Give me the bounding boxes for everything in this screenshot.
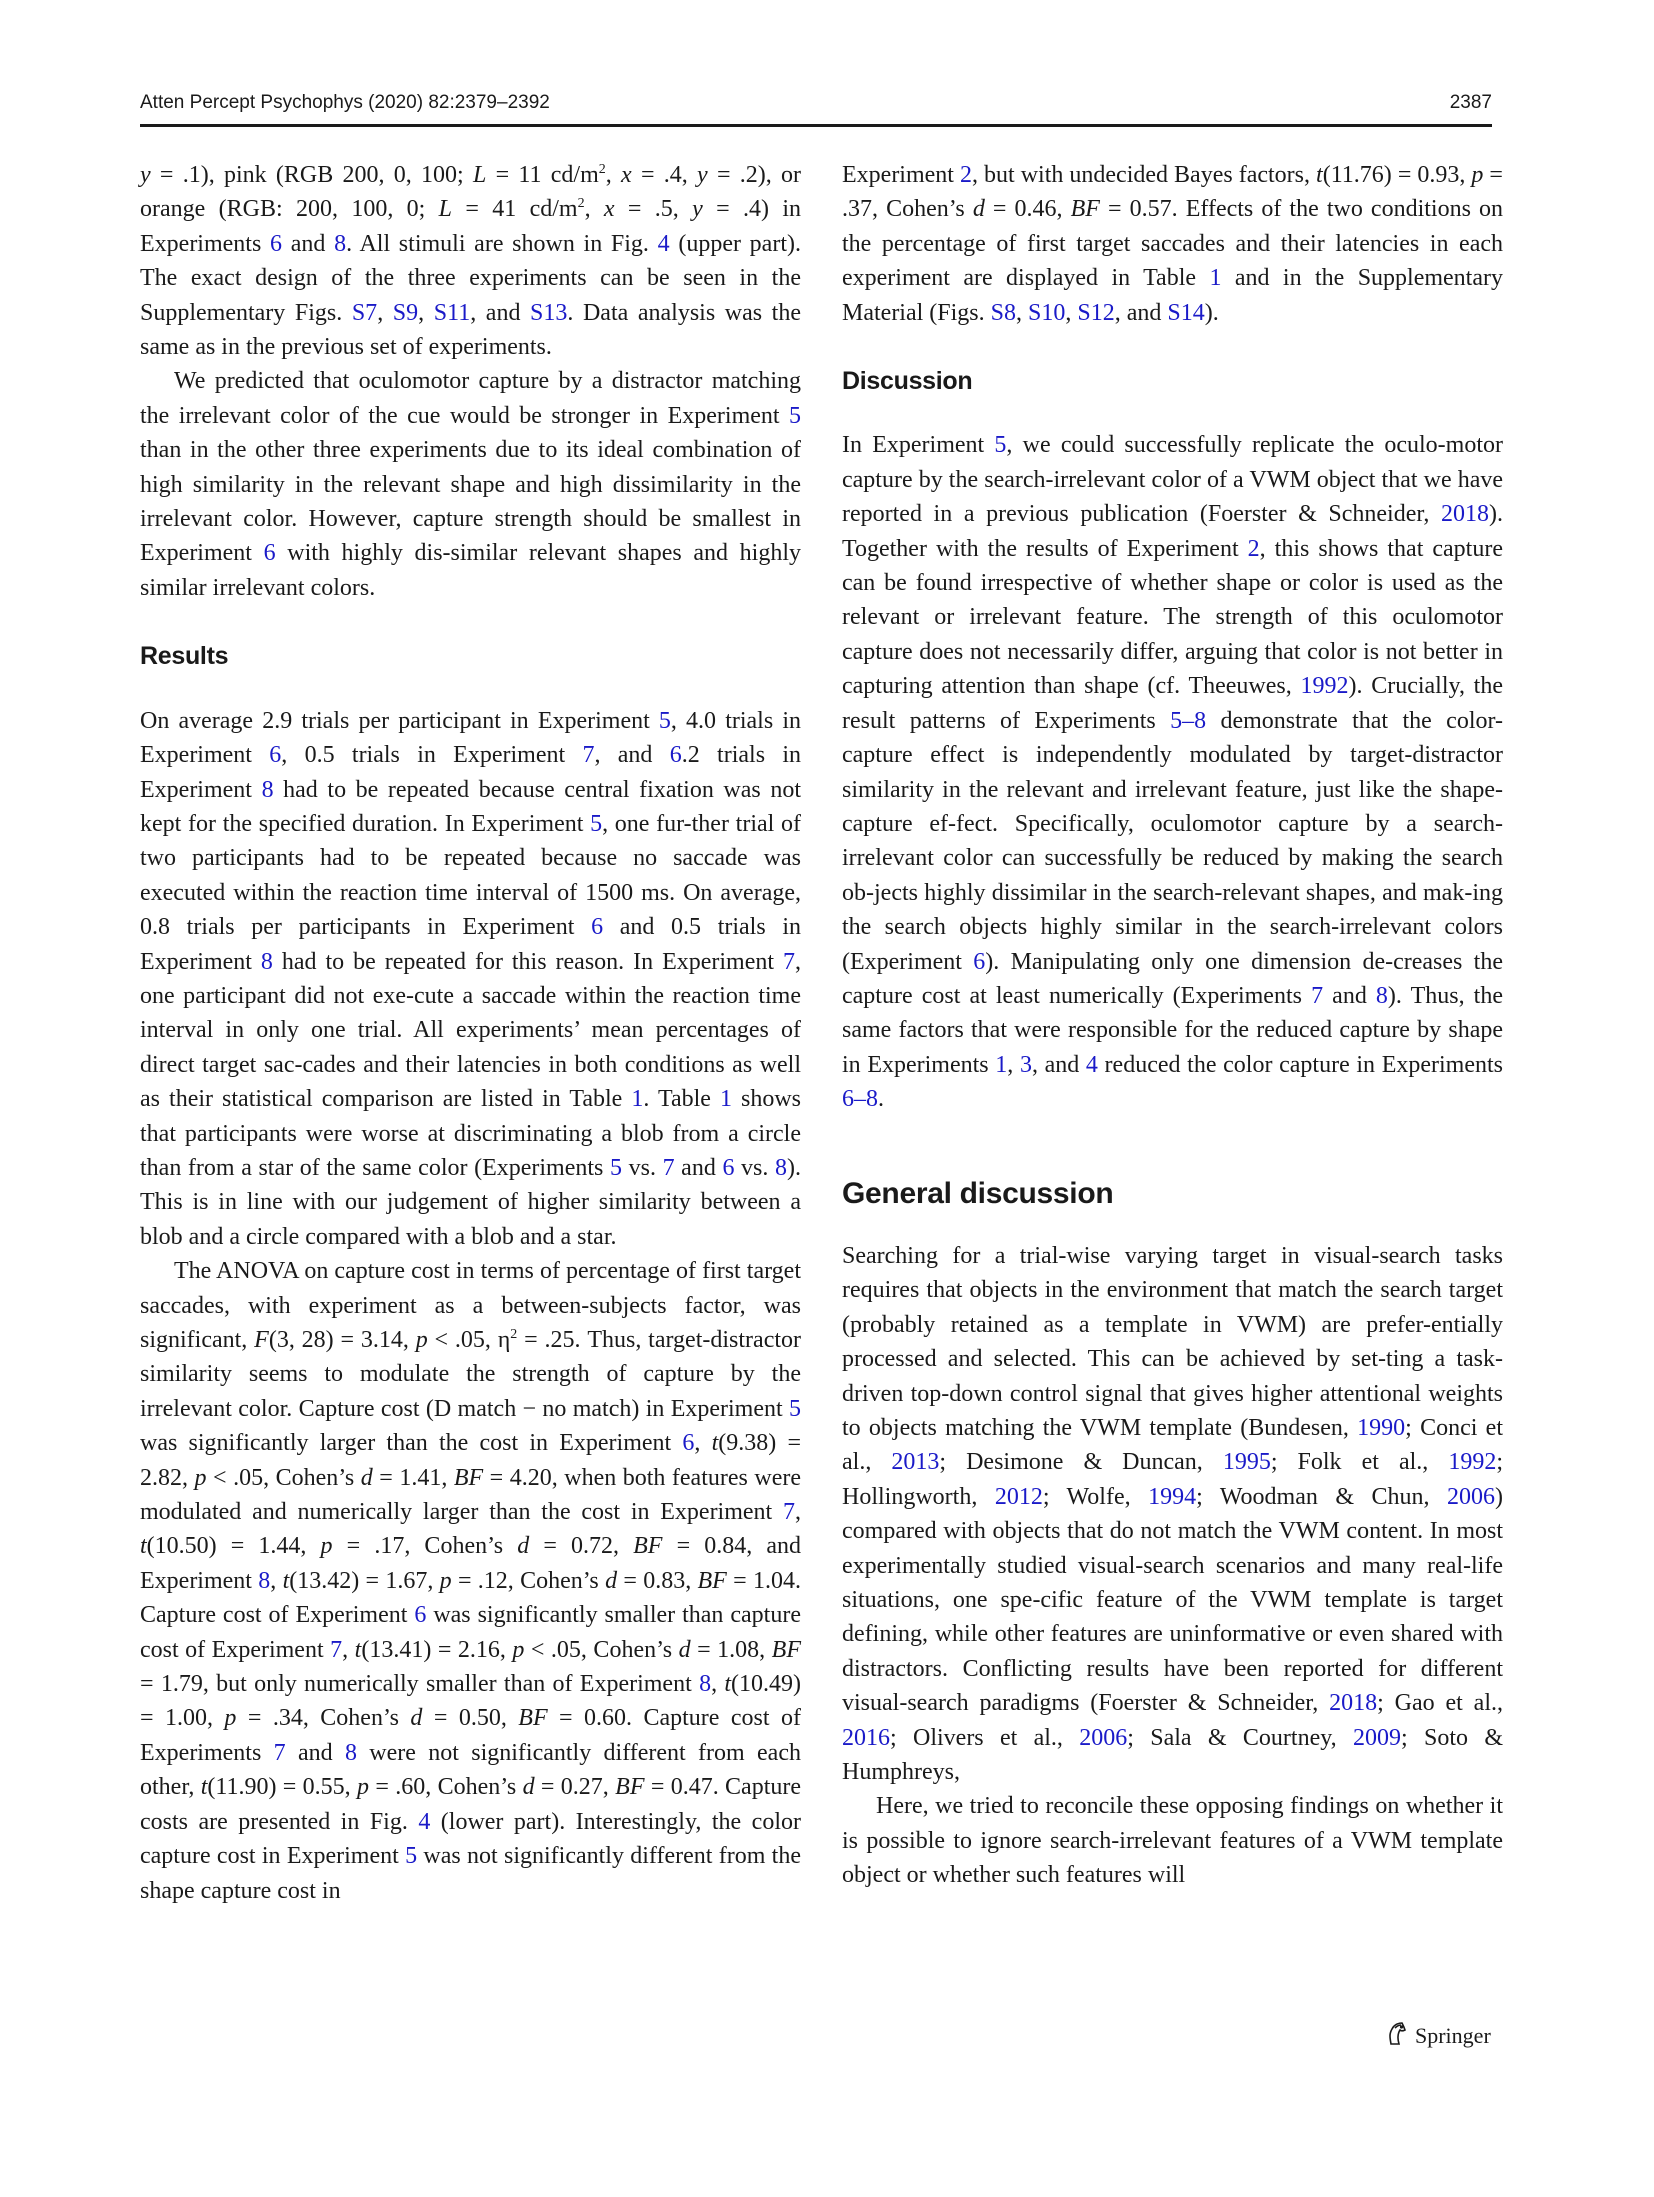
text-run: (11.90) = 0.55, <box>207 1774 358 1801</box>
text-run: BF <box>633 1533 663 1560</box>
text-run: = 0.60. Capture cost of Experiments <box>140 1705 801 1766</box>
citation-link[interactable]: 2012 <box>994 1483 1043 1510</box>
text-run: d <box>522 1774 535 1801</box>
text-run: ). Together with the results of Experiment <box>842 501 1503 562</box>
publisher-name: Springer <box>1415 2023 1491 2048</box>
citation-link[interactable]: 2009 <box>1352 1724 1401 1751</box>
text-run: = 0.50, <box>422 1705 519 1732</box>
text-run: d <box>410 1705 423 1732</box>
text-run: ). <box>1204 299 1219 326</box>
table-link[interactable]: 1 <box>631 1086 644 1113</box>
text-run: , and <box>594 742 670 769</box>
text-run: and <box>285 1739 345 1766</box>
text-run: t <box>140 1533 147 1560</box>
supplementary-figure-link[interactable]: S13 <box>530 299 568 326</box>
text-run: , 4.0 trials in Experiment <box>140 707 801 769</box>
text-run: p <box>357 1774 370 1801</box>
citation-link[interactable]: 1990 <box>1357 1415 1406 1441</box>
text-run: ; Hollingworth, <box>842 1449 1503 1510</box>
left-column <box>140 158 801 1908</box>
text-run: ; Sala & Courtney, <box>1127 1724 1353 1751</box>
text-run: = .17, Cohen’s <box>332 1533 518 1560</box>
text-run: BF <box>697 1567 727 1594</box>
supplementary-figure-link[interactable]: S12 <box>1077 299 1115 326</box>
text-run: (10.50) = 1.44, <box>146 1533 321 1560</box>
text-run: d <box>972 196 985 223</box>
experiment-link[interactable]: 6 <box>682 1430 695 1457</box>
text-run: . Data analysis was the same as in the previous set of experiments. <box>140 299 802 361</box>
text-run: = .2), or orange (RGB: 200, 100, 0; <box>140 162 801 223</box>
text-run: , <box>711 1671 725 1698</box>
text-run: , <box>694 1430 712 1457</box>
text-run: BF <box>1070 196 1100 223</box>
experiment-link[interactable]: 6 <box>722 1154 735 1181</box>
text-run: p <box>415 1327 428 1353</box>
text-run: BF <box>518 1705 548 1732</box>
text-run: x <box>603 196 615 223</box>
text-run: = .1), pink (RGB 200, 0, 100; <box>150 162 473 188</box>
text-run: . All stimuli are shown in Fig. <box>346 230 658 257</box>
publisher-footer <box>1385 2020 1491 2052</box>
text-run: , and <box>470 299 531 326</box>
text-run: In Experiment <box>842 432 995 459</box>
text-run: (13.42) = 1.67, <box>289 1567 440 1594</box>
experiment-link[interactable]: 6 <box>669 742 682 769</box>
text-run: and <box>1323 982 1376 1009</box>
paragraph-results-trials <box>140 704 801 1255</box>
text-run: shows that participants were worse at discriminating a blob from a circle than from a star of the same color (Experiments <box>140 1086 801 1181</box>
section-heading-discussion: Discussion <box>842 367 973 396</box>
text-run: = 0.83, <box>617 1567 698 1594</box>
table-link[interactable]: 1 <box>1209 265 1222 292</box>
citation-link[interactable]: 1994 <box>1148 1483 1197 1510</box>
text-run: was not significantly different from the shape capture cost in <box>140 1843 801 1904</box>
paragraph-stimuli <box>140 158 801 364</box>
text-run: p <box>1471 162 1484 188</box>
text-run: was significantly smaller than capture cost of Experiment <box>140 1602 801 1663</box>
text-run: = 1.08, <box>690 1636 772 1663</box>
table-link[interactable]: 1 <box>719 1086 732 1113</box>
text-run: and <box>674 1154 723 1181</box>
text-run: ; Wolfe, <box>1042 1483 1149 1510</box>
text-run: (11.76) = 0.93, <box>1322 162 1472 188</box>
springer-horse-logo-icon <box>1385 2020 1409 2052</box>
experiment-link[interactable]: 2 <box>959 162 972 188</box>
supplementary-figure-link[interactable]: S14 <box>1167 299 1205 326</box>
text-run: = .25. Thus, target-distractor similarity seems to modulate the strength of capture by the irrelevant color. Capture cost (D match − no match) in Experiment <box>140 1327 801 1422</box>
text-run: < .05, η <box>427 1327 511 1353</box>
text-run: (3, 28) = 3.14, <box>268 1327 416 1353</box>
text-run: < .05, Cohen’s <box>206 1464 361 1491</box>
experiment-link[interactable]: 8 <box>261 776 274 803</box>
paragraph-reconcile: Here, we tried to reconcile these opposing findings on whether it is possible to ignore search-irrelevant features of a VWM template object or whether such features will <box>842 1793 1503 1889</box>
experiment-link[interactable]: 5 <box>789 402 801 429</box>
text-run: vs. <box>734 1154 775 1181</box>
text-run: We predicted that oculomotor capture by a distractor matching the irrelevant color of the cue would be stronger in Experiment <box>140 368 801 429</box>
section-heading-results: Results <box>140 642 229 671</box>
text-run: = 11 cd/m <box>486 162 599 188</box>
citation-link[interactable]: 1995 <box>1222 1449 1271 1476</box>
text-run: , <box>270 1567 283 1594</box>
text-run: = 1.04. Capture cost of Experiment <box>140 1567 801 1629</box>
text-run: On average 2.9 trials per participant in Experiment <box>140 707 659 734</box>
experiment-link[interactable]: 6–8 <box>842 1086 878 1113</box>
text-run: with highly dis-similar relevant shapes and highly similar irrelevant colors. <box>140 540 801 601</box>
text-run: .2 trials in Experiment <box>140 742 802 803</box>
supplementary-figure-link[interactable]: S8 <box>990 299 1016 326</box>
text-run: BF <box>615 1774 645 1801</box>
experiment-link[interactable]: 5 <box>789 1395 801 1422</box>
text-run: , 0.5 trials in Experiment <box>281 742 583 769</box>
citation-link[interactable]: 2018 <box>1441 501 1489 528</box>
text-run: = .60, Cohen’s <box>369 1774 523 1801</box>
text-run: = 1.41, <box>372 1464 454 1491</box>
text-run: The ANOVA on capture cost in terms of percentage of first target saccades, with experiment as a between-subjects factor, was significant, <box>140 1258 801 1353</box>
supplementary-figure-link[interactable]: S9 <box>392 299 419 326</box>
citation-link[interactable]: 2016 <box>842 1724 890 1751</box>
text-run: = 0.46, <box>984 196 1071 223</box>
text-run: ; Soto & Humphreys, <box>842 1724 1503 1786</box>
text-run: , <box>584 196 604 223</box>
citation-link[interactable]: 2018 <box>1329 1690 1378 1717</box>
superscript: 2 <box>510 1327 518 1342</box>
supplementary-figure-link[interactable]: S7 <box>351 299 378 326</box>
text-run: (10.49) = 1.00, <box>140 1671 802 1732</box>
experiment-link[interactable]: 8 <box>334 230 347 257</box>
superscript: 2 <box>598 162 606 177</box>
text-run: p <box>194 1464 207 1491</box>
text-run: = 0.72, <box>529 1533 634 1560</box>
section-heading-general-discussion: General discussion <box>842 1176 1114 1210</box>
text-run: (9.38) = 2.82, <box>140 1430 801 1491</box>
experiment-link[interactable]: 5 <box>405 1843 418 1870</box>
experiment-link[interactable]: 7 <box>330 1636 343 1663</box>
experiment-link[interactable]: 8 <box>344 1739 357 1766</box>
experiment-link[interactable]: 3 <box>1019 1051 1032 1078</box>
supplementary-figure-link[interactable]: S11 <box>433 299 471 326</box>
page-number: 2387 <box>1449 92 1492 113</box>
experiment-link[interactable]: 6 <box>263 540 276 567</box>
experiment-link[interactable]: 6 <box>270 230 282 257</box>
text-run: , this shows that capture can be found irrespective of whether shape or color is used as the relevant or irrelevant feature. The strength of this oculomotor capture does not necessarily differ, arguing that color is not better in capturing attention than shape (cf. Theeuwes, <box>842 535 1503 700</box>
text-run: L <box>472 162 487 188</box>
text-run: = .34, Cohen’s <box>236 1705 411 1732</box>
text-run: y <box>692 196 703 223</box>
text-run: d <box>517 1533 530 1560</box>
experiment-link[interactable]: 6 <box>973 948 986 975</box>
text-run: reduced the color capture in Experiments <box>1097 1051 1504 1078</box>
text-run: and 0.5 trials in Experiment <box>140 914 801 975</box>
text-run: t <box>354 1636 362 1663</box>
text-run: BF <box>453 1464 484 1491</box>
experiment-link[interactable]: 7 <box>1311 982 1324 1009</box>
text-run: F <box>254 1327 269 1353</box>
paragraph-discussion <box>842 428 1503 1116</box>
text-run: ). Manipulating only one dimension de-creases the capture cost at least numerically (Experiments <box>842 948 1503 1009</box>
text-run: = 0.47. Capture costs are presented in Fig. <box>140 1774 802 1835</box>
text-run: (upper part). The exact design of the three experiments can be seen in the Supplementary Figs. <box>140 230 801 326</box>
text-run: , <box>377 299 393 326</box>
text-run: = 0.57. Effects of the two conditions on the percentage of first target saccades and their latencies in each experiment are displayed in Table <box>842 196 1503 292</box>
text-run: had to be repeated for this reason. In Experiment <box>272 948 783 975</box>
text-run: d <box>678 1636 691 1663</box>
text-run: = .12, Cohen’s <box>451 1567 606 1594</box>
text-run: , <box>1007 1051 1020 1078</box>
text-run: y <box>697 162 708 188</box>
text-run: ; Conci et al., <box>842 1415 1503 1476</box>
experiment-link[interactable]: 7 <box>783 1499 795 1526</box>
paragraph-experiment-comparison <box>842 158 1503 330</box>
text-run: and <box>282 230 335 257</box>
text-run: t <box>724 1671 732 1698</box>
text-run: , <box>418 299 434 326</box>
text-run: = .4, <box>631 162 698 188</box>
text-run: t <box>200 1774 208 1801</box>
text-run: ; Desimone & Duncan, <box>939 1449 1223 1476</box>
paragraph-anova <box>140 1254 801 1908</box>
experiment-link[interactable]: 7 <box>273 1739 286 1766</box>
experiment-link[interactable]: 8 <box>1375 982 1388 1009</box>
citation-link[interactable]: 2013 <box>891 1449 940 1476</box>
text-run: = 41 cd/m <box>452 196 578 223</box>
experiment-link[interactable]: 7 <box>662 1154 675 1181</box>
text-run: , but with undecided Bayes factors, <box>971 162 1317 188</box>
text-run: = 1.79, but only numerically smaller than of Experiment <box>140 1671 700 1698</box>
citation-link[interactable]: 2006 <box>1447 1483 1496 1510</box>
text-run: demonstrate that the color-capture effect is independently modulated by target-distractor similarity in the relevant and irrelevant feature, just like the shape-capture ef-fect. Specifically, oculomotor capture by a search-irrelevant color can successfully be reduced by making the search ob-jects highly dissimilar in the search-relevant shapes, and mak-ing the search objects highly similar in the search-irrelevant colors (Experiment <box>842 707 1503 975</box>
experiment-link[interactable]: 5 <box>658 707 671 734</box>
text-run: t <box>282 1567 290 1594</box>
text-run: < .05, Cohen’s <box>524 1636 679 1663</box>
text-run: , and <box>1031 1051 1086 1078</box>
text-run: ; Olivers et al., <box>890 1724 1080 1751</box>
text-run: p <box>439 1567 452 1594</box>
experiment-link[interactable]: 7 <box>783 948 795 975</box>
journal-citation: Atten Percept Psychophys (2020) 82:2379–2392 <box>140 92 550 113</box>
text-run: BF <box>771 1636 801 1663</box>
experiment-link[interactable]: 8 <box>775 1154 787 1181</box>
experiment-link[interactable]: 5 <box>590 810 603 837</box>
text-run: p <box>224 1705 237 1732</box>
experiment-link[interactable]: 2 <box>1247 535 1260 562</box>
experiment-link[interactable]: 6 <box>591 914 604 941</box>
text-run: y <box>140 162 151 188</box>
text-run: (lower part). Interestingly, the color capture cost in Experiment <box>140 1808 801 1870</box>
text-run: , <box>342 1636 355 1663</box>
figure-link[interactable]: 4 <box>657 230 670 257</box>
text-run: = .5, <box>614 196 693 223</box>
right-column <box>842 158 1503 1893</box>
text-run: = 4.20, when both features were modulated and numerically larger than the cost in Experiment <box>140 1464 802 1526</box>
text-run: ) compared with objects that do not match the VWM content. In most experimentally studied visual-search scenarios and many real-life situations, one spe-cific feature of the VWM template is target defining, while other features are uninformative or even shared with distractors. Conflicting results have been reported for different visual-search paradigms (Foerster & Schneider, <box>842 1483 1504 1717</box>
text-run: . Table <box>643 1086 720 1113</box>
text-run: Experiment <box>842 162 960 188</box>
text-run: , <box>1016 299 1028 326</box>
paragraph-general-discussion <box>842 1239 1503 1790</box>
text-run: ). This is in line with our judgement of higher similarity between a blob and a circle compared with a blob and a star. <box>140 1154 801 1250</box>
text-run: ; Woodman & Chun, <box>1196 1483 1448 1510</box>
text-run: d <box>360 1464 373 1491</box>
text-run: Searching for a trial-wise varying target in visual-search tasks requires that objects in the environment that match the search target (probably retained as a template in VWM) are prefer-entially processed and selected. This can be achieved by set-ting a task-driven top-down control signal that gives higher attentional weights to objects matching the VWM template (Bundesen, <box>842 1242 1503 1441</box>
experiment-link[interactable]: 5 <box>610 1154 622 1181</box>
text-run: , <box>1065 299 1078 326</box>
paragraph-prediction <box>140 364 801 605</box>
text-run: (13.41) = 2.16, <box>361 1636 513 1663</box>
experiment-link[interactable]: 6 <box>269 742 282 769</box>
citation-link[interactable]: 1992 <box>1448 1449 1497 1476</box>
text-run: ; Folk et al., <box>1270 1449 1449 1476</box>
text-run: than in the other three experiments due to its ideal combination of high similarity in the relevant shape and high dissimilarity in the irrelevant color. However, capture strength should be smallest in Experiment <box>140 437 801 567</box>
text-run: . <box>878 1086 884 1113</box>
experiment-link[interactable]: 5–8 <box>1170 707 1207 734</box>
text-run: = .37, Cohen’s <box>842 162 1503 223</box>
citation-link[interactable]: 2006 <box>1079 1724 1128 1751</box>
text-run: p <box>512 1636 525 1663</box>
running-header <box>140 88 1492 127</box>
text-run: , <box>795 1499 801 1526</box>
text-run: d <box>605 1567 618 1594</box>
text-run: , one fur-ther trial of two participants had to be repeated because no saccade was executed within the reaction time interval of 1500 ms. On average, 0.8 trials per participants in Experiment <box>140 810 801 941</box>
experiment-link[interactable]: 8 <box>258 1567 271 1594</box>
experiment-link[interactable]: 5 <box>994 432 1007 459</box>
text-run: p <box>320 1533 333 1560</box>
text-run: ; Gao et al., <box>1377 1690 1504 1717</box>
text-run: L <box>438 196 453 223</box>
experiment-link[interactable]: 8 <box>699 1671 712 1698</box>
text-run: ). Thus, the same factors that were responsible for the reduced capture by shape in Experiments <box>842 982 1503 1078</box>
text-run: ). Crucially, the result patterns of Experiments <box>842 673 1503 734</box>
text-run: , <box>605 162 622 188</box>
experiment-link[interactable]: 6 <box>414 1602 427 1629</box>
superscript: 2 <box>577 196 585 212</box>
experiment-link[interactable]: 1 <box>995 1051 1008 1078</box>
text-run: = 0.27, <box>534 1774 616 1801</box>
supplementary-figure-link[interactable]: S10 <box>1028 299 1066 326</box>
text-run: , and <box>1114 299 1168 326</box>
text-run: vs. <box>622 1154 663 1181</box>
text-run: t <box>711 1430 719 1457</box>
text-run: = 0.84, and Experiment <box>140 1533 801 1594</box>
experiment-link[interactable]: 8 <box>260 948 273 975</box>
citation-link[interactable]: 1992 <box>1300 673 1349 700</box>
text-run: and in the Supplementary Material (Figs. <box>842 265 1503 326</box>
experiment-link[interactable]: 4 <box>1085 1051 1098 1078</box>
text-run: = .4) in Experiments <box>140 196 802 257</box>
text-run: t <box>1316 162 1323 188</box>
experiment-link[interactable]: 7 <box>582 742 595 769</box>
text-run: x <box>621 162 632 188</box>
text-run: were not significantly different from each other, <box>140 1739 801 1801</box>
text-run: was significantly larger than the cost in Experiment <box>140 1430 683 1457</box>
text-run: , one participant did not exe-cute a saccade within the reaction time interval in only one trial. All experiments’ mean percentages of direct target sac-cades and their latencies in both conditions as well as their statistical comparison are listed in Table <box>140 948 801 1113</box>
text-run: had to be repeated because central fixation was not kept for the specified duration. In Experiment <box>140 776 801 837</box>
figure-link[interactable]: 4 <box>418 1808 431 1835</box>
text-run: , we could successfully replicate the oculo-motor capture by the search-irrelevant color of a VWM object that we have reported in a previous publication (Foerster & Schneider, <box>842 432 1503 528</box>
